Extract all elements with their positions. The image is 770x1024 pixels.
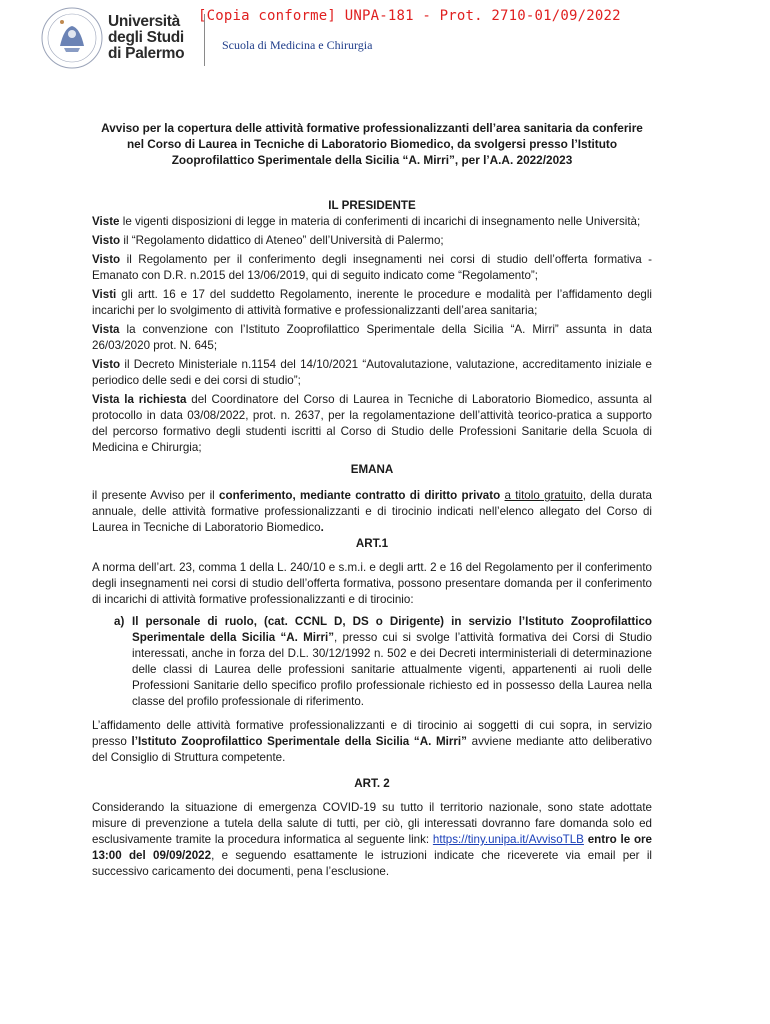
art2-pre: Considerando la situazione di emergenza COVID-19 su tutto il territorio nazionale, sono state adottate misure di prevenzione a tutela della salute di tutti, per ciò, gli interessati dovranno fare domanda solo ed esclusivamente tramite la procedura informatica al seguente link: xyxy=(92,801,652,846)
emana-underlined: a titolo gratuito xyxy=(504,489,583,502)
consideration-lead: Vista la richiesta xyxy=(92,393,187,406)
emana-heading: EMANA xyxy=(350,463,394,476)
document-title: Avviso per la copertura delle attività formative professionalizzanti dell’area sanitaria da conferire nel Corso di Laurea in Tecniche di Laboratorio Biomedico, da svolgersi presso l’Istituto Zooprofilattico Sperimentale della Sicilia “A. Mirri”, per l’A.A. 2022/2023 xyxy=(101,121,643,167)
art1-closing-post: avviene mediante atto deliberativo del Consiglio di Struttura competente. xyxy=(92,735,652,764)
consideration-5 xyxy=(92,322,652,354)
protocol-stamp: [Copia conforme] UNPA-181 - Prot. 2710-01/09/2022 xyxy=(198,8,621,24)
university-line-1: Università xyxy=(108,13,180,30)
application-link[interactable]: https://tiny.unipa.it/AvvisoTLB xyxy=(432,833,584,846)
consideration-text: gli artt. 16 e 17 del suddetto Regolamento, inerente le procedure e modalità per l’affidamento degli incarichi per lo svolgimento di attività formative e professionalizzanti dell’area sanitaria; xyxy=(92,288,652,317)
consideration-lead: Viste xyxy=(92,215,120,228)
consideration-7 xyxy=(92,392,652,456)
consideration-6 xyxy=(92,357,652,389)
consideration-3 xyxy=(92,252,652,284)
school-name: Scuola di Medicina e Chirurgia xyxy=(222,38,373,52)
consideration-lead: Visto xyxy=(92,358,121,371)
art2-deadline: entro le ore 13:00 del 09/09/2022 xyxy=(92,833,652,862)
emana-paragraph xyxy=(92,488,652,536)
art2-heading: ART. 2 xyxy=(354,777,390,790)
list-item-text: , presso cui si svolge l’attività formativa dei Corsi di Studio interessati, anche in forza del D.L. 30/12/1992 n. 502 e dei Decreti interministeriali di determinazione delle classi di Laurea delle professioni sanitarie attualmente vigenti, appartenenti ai ruoli delle Professioni Sanitarie dello specifico profilo professionale richiesto ed in possesso della Laurea nella classe del profilo professionale di riferimento. xyxy=(132,631,652,708)
consideration-lead: Vista xyxy=(92,323,120,336)
emana-rest: , della durata annuale, delle attività formative professionalizzanti e di tirocinio indicati nell’elenco allegato del Corso di Laurea in Tecniche di Laboratorio Biomedico xyxy=(92,489,652,534)
list-item-body xyxy=(132,614,652,710)
consideration-text: il “Regolamento didattico di Ateneo” dell’Università di Palermo; xyxy=(120,234,444,247)
art1-closing-pre: L’affidamento delle attività formative professionalizzanti e di tirocinio ai soggetti di cui sopra, in servizio presso xyxy=(92,719,652,748)
consideration-lead: Visti xyxy=(92,288,117,301)
consideration-text: il Regolamento per il conferimento degli insegnamenti nei corsi di studio dell’offerta formativa - Emanato con D.R. n.2015 del 13/06/2019, qui di seguito indicato come “Regolamento”; xyxy=(92,253,652,282)
consideration-1 xyxy=(92,214,652,230)
president-heading: IL PRESIDENTE xyxy=(328,199,416,212)
university-seal-icon xyxy=(40,6,104,70)
art1-heading: ART.1 xyxy=(355,537,389,550)
consideration-lead: Visto xyxy=(92,234,121,247)
art2-post: , e seguendo esattamente le istruzioni indicate che riceverete via email per il successivo caricamento dei documenti, pena l’esclusione. xyxy=(92,849,652,878)
emana-bold: conferimento, mediante contratto di diritto privato xyxy=(219,489,501,502)
art1-list-item xyxy=(92,614,652,710)
art1-closing xyxy=(92,718,652,766)
list-item-bold: Il personale di ruolo, (cat. CCNL D, DS o Dirigente) in servizio l’Istituto Zooprofilattico Sperimentale della Sicilia “A. Mirri” xyxy=(132,615,652,644)
list-marker: a) xyxy=(114,615,125,628)
consideration-lead: Visto xyxy=(92,253,121,266)
consideration-text: il Decreto Ministeriale n.1154 del 14/10/2021 “Autovalutazione, valutazione, accreditamento iniziale e periodico delle sedi e dei corsi di studio”; xyxy=(92,358,652,387)
art1-closing-bold: l’Istituto Zooprofilattico Sperimentale della Sicilia “A. Mirri” xyxy=(131,735,467,748)
emana-dot: . xyxy=(320,521,324,534)
consideration-4 xyxy=(92,287,652,319)
university-wordmark xyxy=(108,14,184,62)
university-line-2: degli Studi xyxy=(108,29,184,46)
emana-intro: il presente Avviso per il xyxy=(92,489,220,502)
consideration-text: la convenzione con l’Istituto Zooprofilattico Sperimentale della Sicilia “A. Mirri” assunta in data 26/03/2020 prot. N. 645; xyxy=(92,323,652,352)
consideration-text: le vigenti disposizioni di legge in materia di conferimenti di incarichi di insegnamento nelle Università; xyxy=(119,215,641,228)
document-body xyxy=(92,120,652,883)
art2-paragraph xyxy=(92,800,652,880)
consideration-2 xyxy=(92,233,652,249)
art1-intro: A norma dell’art. 23, comma 1 della L. 240/10 e s.m.i. e degli artt. 2 e 16 del Regolamento per il conferimento degli insegnamenti nei corsi di studio dell’offerta formativa, possono presentare domanda per il conferimento di incarichi di attività formative professionalizzanti e di tirocinio: xyxy=(92,561,652,606)
university-line-3: di Palermo xyxy=(108,45,185,62)
consideration-text: del Coordinatore del Corso di Laurea in Tecniche di Laboratorio Biomedico, assunta al protocollo in data 03/08/2022, prot. n. 2637, per la regolamentazione dell’attività teorico-pratica a supporto del percorso formativo degli studenti iscritti al Corso di Studio delle Professioni Sanitarie della Scuola di Medicina e Chirurgia; xyxy=(92,393,652,454)
